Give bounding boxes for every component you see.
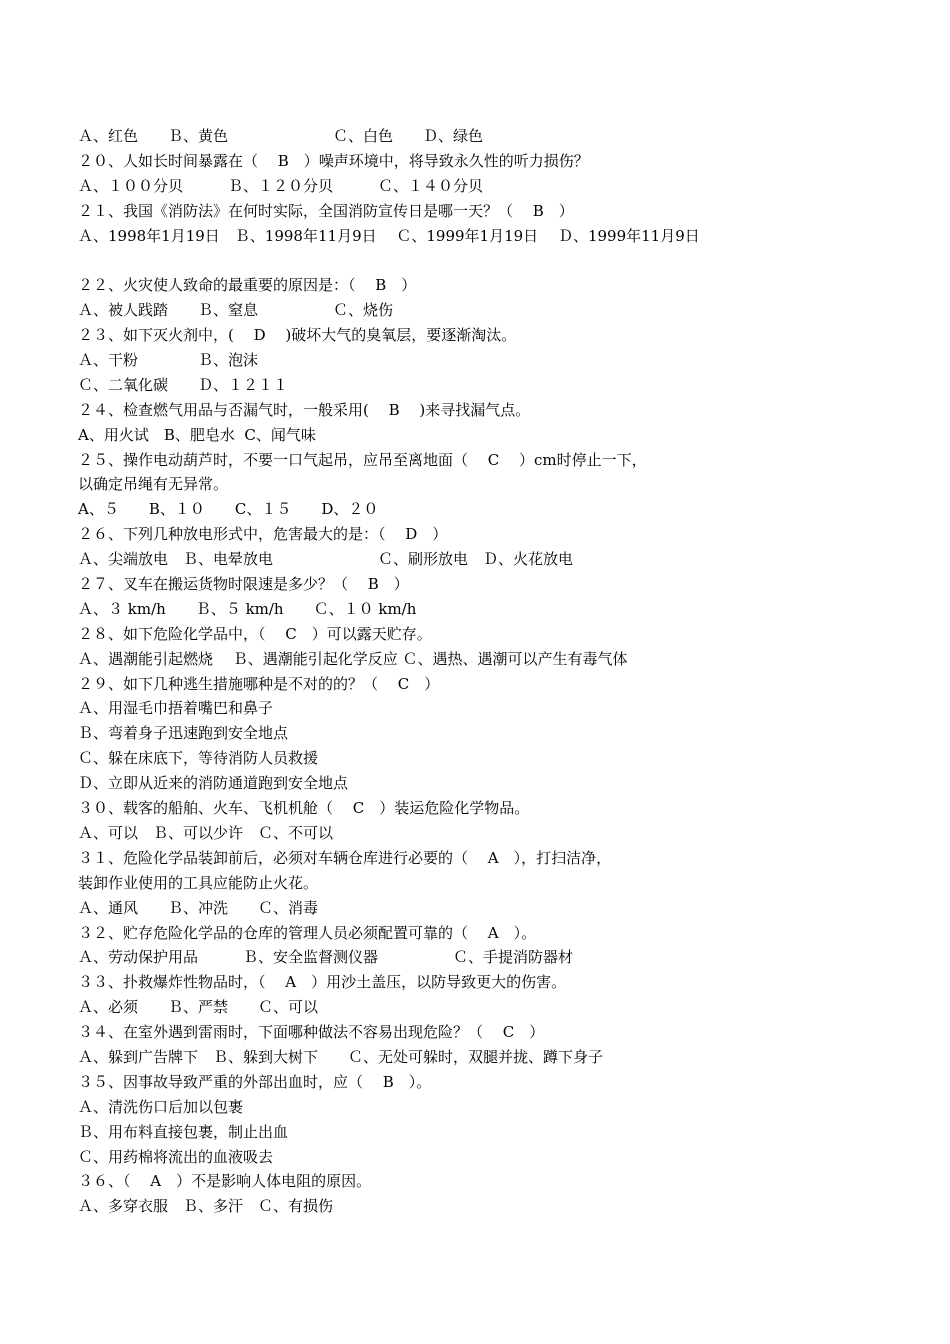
text-line: ３３、扑救爆炸性物品时，（ A ）用沙土盖压，以防导致更大的伤害。	[78, 973, 567, 992]
text-line: Ａ、可以 Ｂ、可以少许 Ｃ、不可以	[78, 823, 334, 842]
text-line: Ａ、干粉 Ｂ、泡沫	[78, 351, 259, 370]
text-line: ２５、操作电动葫芦时，不要一口气起吊，应吊至离地面（ C ）cm时停止一下，	[78, 450, 647, 469]
text-line: ２７、叉车在搬运货物时限速是多少？（ B ）	[78, 575, 409, 594]
text-line: ３２、贮存危险化学品的仓库的管理人员必须配置可靠的（ A ）。	[78, 923, 537, 942]
text-line: A、５ B、１０ C、１５ D、２０	[78, 500, 379, 519]
text-line: ３５、因事故导致严重的外部出血时，应（ B ）。	[78, 1072, 432, 1091]
text-line: Ａ、用湿毛巾捂着嘴巴和鼻子	[78, 699, 274, 718]
text-line: Ａ、通风 Ｂ、冲洗 Ｃ、消毒	[78, 898, 319, 917]
text-line: Ａ、遇潮能引起燃烧 Ｂ、遇潮能引起化学反应 Ｃ、遇热、遇潮可以产生有毒气体	[78, 649, 628, 668]
text-line: Ａ、１００分贝 Ｂ、１２０分贝 Ｃ、１４０分贝	[78, 176, 484, 195]
text-line: Ｃ、用药棉将流出的血液吸去	[78, 1147, 274, 1166]
text-line: ３４、在室外遇到雷雨时，下面哪种做法不容易出现危险？（ C ）	[78, 1023, 545, 1042]
text-line: Ａ、尖端放电 Ｂ、电晕放电 Ｃ、刷形放电 Ｄ、火花放电	[78, 550, 574, 569]
text-line: ２２、火灾使人致命的最重要的原因是：（ B ）	[78, 276, 417, 295]
text-line: Ｄ、立即从近来的消防通道跑到安全地点	[78, 774, 349, 793]
text-line: ２３、如下灭火剂中，( D )破坏大气的臭氧层，要逐渐淘汰。	[78, 326, 517, 345]
text-line: ３０、载客的船舶、火车、飞机机舱（ C ）装运危险化学物品。	[78, 799, 530, 818]
text-line: Ｂ、用布料直接包裹，制止出血	[78, 1122, 289, 1141]
document-body	[78, 124, 878, 1219]
text-line: Ｃ、二氧化碳 Ｄ、１２１１	[78, 375, 289, 394]
text-line: ２４、检查燃气用品与否漏气时，一般采用( B )来寻找漏气点。	[78, 400, 531, 419]
text-line: 装卸作业使用的工具应能防止火花。	[78, 873, 319, 892]
text-line: ３１、危险化学品装卸前后，必须对车辆仓库进行必要的（ A ），打扫洁净，	[78, 848, 612, 867]
text-line: ２８、如下危险化学品中，（ C ）可以露天贮存。	[78, 624, 432, 643]
text-line: Ａ、多穿衣服 Ｂ、多汗 Ｃ、有损伤	[78, 1197, 334, 1216]
text-line: Ａ、1998年1月19日 Ｂ、1998年11月9日 Ｃ、1999年1月19日 Ｄ、1999年11月9日	[78, 226, 700, 245]
text-line: ３６、（ A ）不是影响人体电阻的原因。	[78, 1172, 372, 1191]
text-line: ２９、如下几种逃生措施哪种是不对的的？（ C ）	[78, 674, 440, 693]
text-line: ２０、人如长时间暴露在（ B ）噪声环境中，将导致永久性的听力损伤？	[78, 151, 589, 170]
text-line: A、用火试 B、肥皂水 C、闻气味	[78, 425, 316, 444]
text-line: Ｃ、躲在床底下，等待消防人员救援	[78, 749, 319, 768]
text-line: 以确定吊绳有无异常。	[78, 475, 229, 494]
text-line: Ｂ、弯着身子迅速跑到安全地点	[78, 724, 289, 743]
text-line: Ａ、红色 Ｂ、黄色 Ｃ、白色 Ｄ、绿色	[78, 127, 484, 145]
text-line: Ａ、躲到广告牌下 Ｂ、躲到大树下 Ｃ、无处可躲时，双腿并拢、蹲下身子	[78, 1047, 604, 1066]
text-line: Ａ、清洗伤口后加以包裹	[78, 1097, 244, 1116]
text-line: Ａ、劳动保护用品 Ｂ、安全监督测仪器 Ｃ、手提消防器材	[78, 948, 574, 967]
blank-line	[78, 248, 878, 273]
text-line: ２１、我国《消防法》在何时实际，全国消防宣传日是哪一天？（ B ）	[78, 201, 574, 220]
text-line: ２６、下列几种放电形式中，危害最大的是：（ D ）	[78, 525, 448, 544]
text-line: Ａ、被人践踏 Ｂ、窒息 Ｃ、烧伤	[78, 301, 394, 320]
text-line: Ａ、必须 Ｂ、严禁 Ｃ、可以	[78, 998, 319, 1017]
text-line: Ａ、３ km/h Ｂ、５ km/h Ｃ、１０ km/h	[78, 599, 417, 618]
